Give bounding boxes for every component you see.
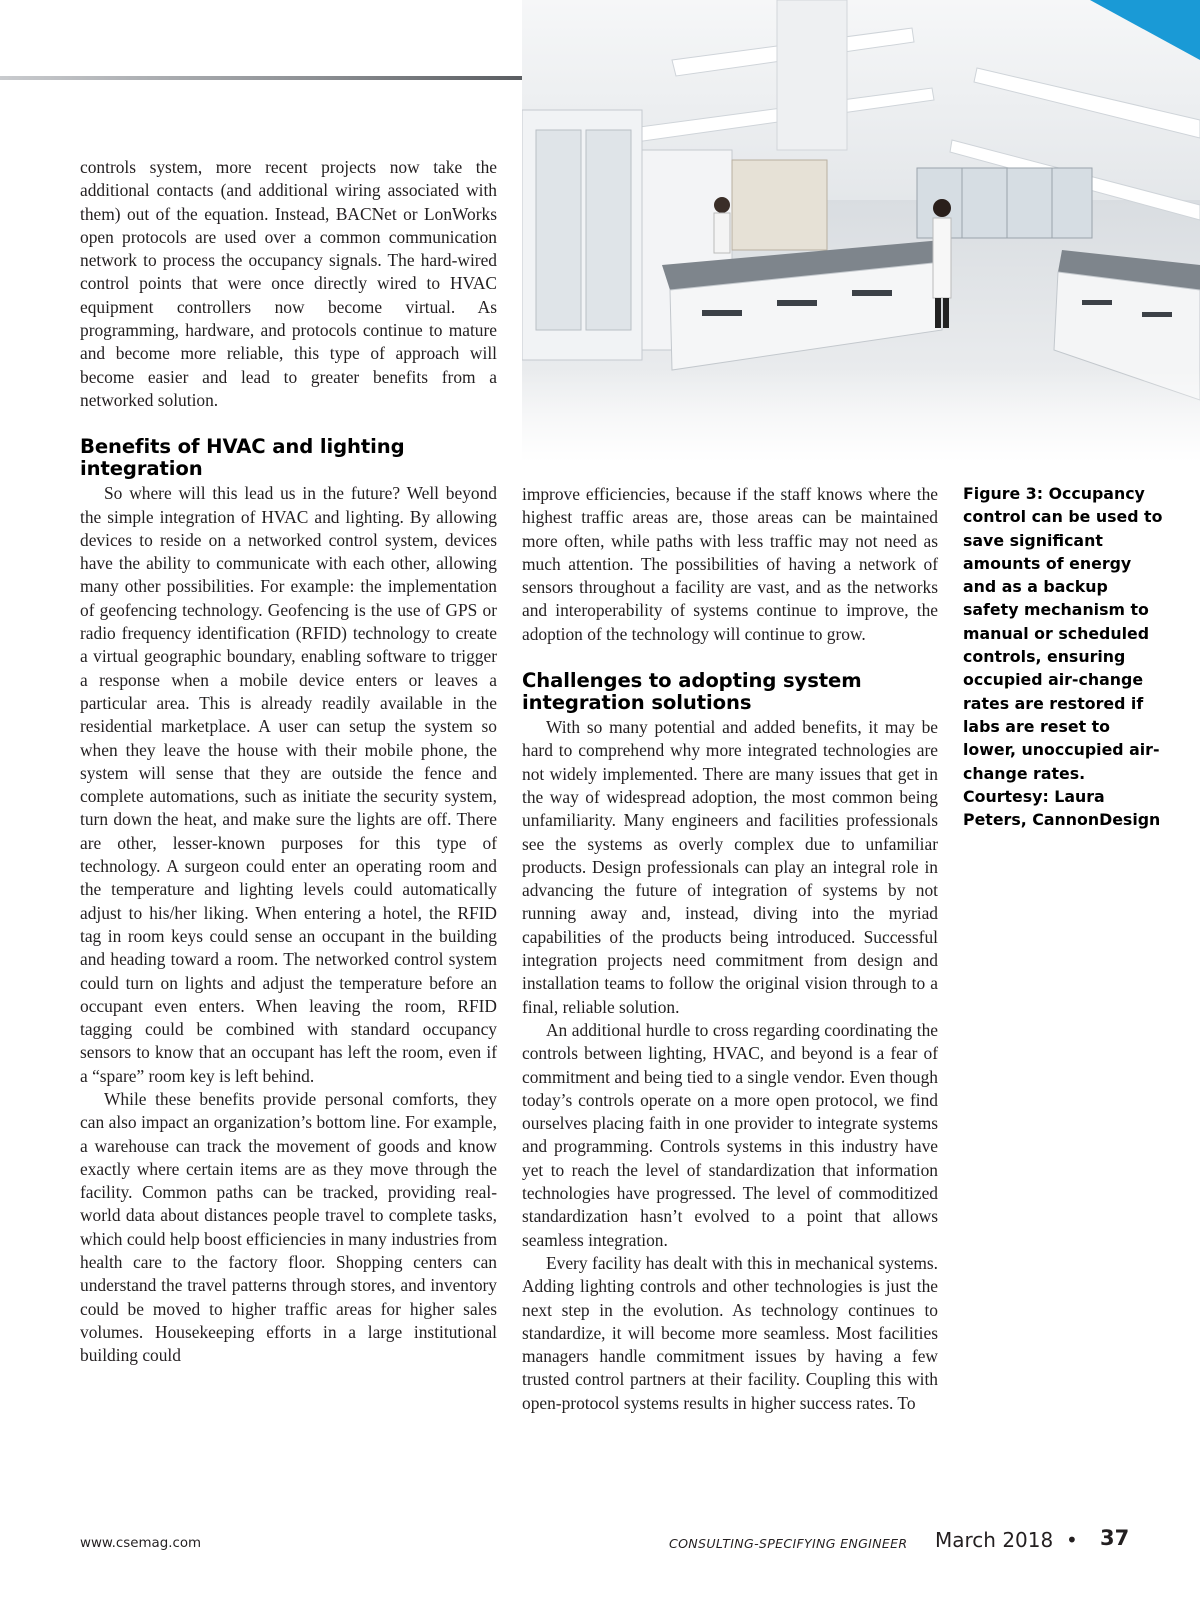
lab-photo	[522, 0, 1200, 462]
middle-paragraph-3: An additional hurdle to cross regarding coordinating the controls between lighting, HVAC, and beyond is a fear of commitment and being tied to a single vendor. Even though today’s controls operate on a more open protocol, we find ourselves placing faith in one provider to integrate systems and programming. Controls systems in this industry have yet to reach the level of standardization that information technologies have progressed. The level of commoditized standardization hasn’t evolved to a point that allows seamless integration.	[522, 1019, 938, 1250]
left-paragraph-1: controls system, more recent projects now take the additional contacts (and additional wiring associated with them) out of the equation. Instead, BACNet or LonWorks open protocols are used over a common communication network to process the occupancy signals. The hard-wired control points that were once directly wired to HVAC equipment controllers now become virtual. As programming, hardware, and protocols continue to mature and become more reliable, this type of approach will become easier and lead to greater benefits from a networked solution.	[80, 157, 497, 410]
middle-paragraph-1: improve efficiencies, because if the staff knows where the highest traffic areas are, those areas can be maintained more often, while paths with less traffic may not need as much attention. The possibilities of having a network of sensors throughout a facility are vast, and as the networks and interoperability of systems continue to improve, the adoption of the technology will continue to grow.	[522, 484, 938, 644]
left-paragraph-2: So where will this lead us in the future? Well beyond the simple integration of HVAC and lighting. By allowing devices to reside on a networked control system, devices have the ability to communicate with each other, allowing many other possibilities. For example: the implementation of geofencing technology. Geofencing is the use of GPS or radio frequency identification (RFID) technology to create a virtual geographic boundary, enabling software to trigger a response when a mobile device enters or leaves a particular area. This is already readily available in the residential marketplace. A user can setup the system so when they leave the house with their mobile phone, the system will sense that they are outside the fence and complete automations, such as initiate the security system, turn down the heat, and make sure the lights are off. There are other, lesser-known purposes for this type of technology. A surgeon could enter an operating room and the temperature and lighting levels could automatically adjust to his/her liking. When entering a hotel, the RFID tag in room keys could sense an occupant in the building and heading toward a room. The networked control system could turn on lights and adjust the temperature before an occupant even enters. When leaving the room, RFID tagging could be combined with standard occupancy sensors to know that an occupant has left the room, even if a “spare” room key is left behind.	[80, 483, 497, 1086]
header-rule	[0, 76, 522, 80]
middle-paragraph-4: Every facility has dealt with this in mechanical systems. Adding lighting controls and other technologies is just the next step in the evolution. As technology continues to standardize, it will become more seamless. Most facilities managers handle commitment issues by having a few trusted control partners at their facility. Coupling this with open-protocol systems results in higher success rates. To	[522, 1252, 938, 1413]
footer-website-link[interactable]: www.csemag.com	[80, 1536, 202, 1551]
section-heading-benefits: Benefits of HVAC and lighting integration	[80, 435, 405, 481]
footer-page-number: 37	[1100, 1526, 1130, 1550]
footer-issue-date: March 2018	[935, 1528, 1054, 1552]
footer-bullet: •	[1066, 1528, 1078, 1552]
left-paragraph-3: While these benefits provide personal comforts, they can also impact an organization’s bottom line. For example, a warehouse can track the movement of goods and know exactly where certain items are as they move through the facility. Common paths can be tracked, providing real-world data about distances people travel to complete tasks, which could help boost efficiencies in many industries from health care to the factory floor. Shopping centers can understand the travel patterns through stores, and inventory could be moved to higher traffic areas for higher sales volumes. Housekeeping efforts in a large institutional building could	[80, 1088, 497, 1366]
left-column	[80, 156, 497, 1368]
middle-paragraph-2: With so many potential and added benefits, it may be hard to comprehend why more integrated technologies are not widely implemented. There are many issues that get in the way of widespread adoption, the most common being unfamiliarity. Many engineers and facilities professionals see the systems as overly complex due to unfamiliar products. Design professionals can play an integral role in advancing the future of integration of systems by not running away and, instead, diving into the myriad capabilities of the products being introduced. Successful integration projects need commitment from design and installation teams to follow the original vision through to a final, reliable solution.	[522, 717, 938, 1017]
footer-magazine-title: CONSULTING-SPECIFYING ENGINEER	[669, 1536, 908, 1551]
section-heading-challenges: Challenges to adopting system integration solutions	[522, 669, 862, 715]
middle-column	[522, 483, 938, 1415]
figure-caption: Figure 3: Occupancy control can be used to save significant amounts of energy and as a backup safety mechanism to manual or scheduled controls, ensuring occupied air-change rates are restored if labs are reset to lower, unoccupied air-change rates. Courtesy: Laura Peters, CannonDesign	[963, 484, 1163, 830]
